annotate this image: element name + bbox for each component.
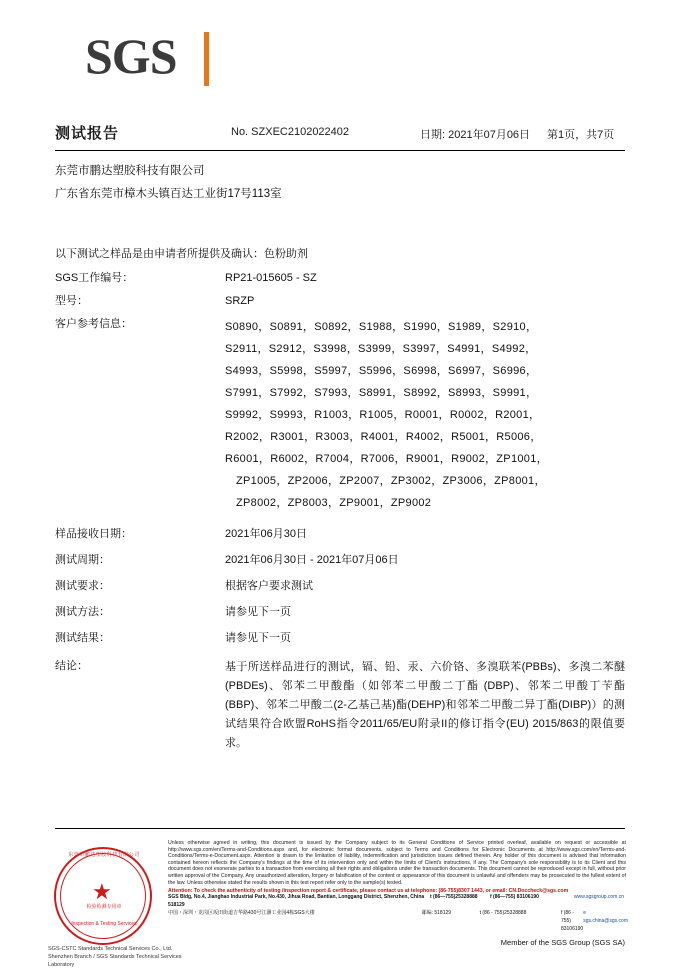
footer-address-en: SGS Bldg, No.4, Jianghao Industrial Park, No.430, Jihua Road, Bantian, Longgang District, Shenzhen, China 518129: [168, 894, 425, 908]
footer-email[interactable]: e sgs.china@sgs.com: [583, 910, 629, 924]
info-row-test-request: [55, 578, 625, 594]
sgs-logo-accent-bar: [204, 32, 209, 86]
star-icon: ★: [92, 879, 112, 904]
info-row-job-no: [55, 270, 625, 286]
client-name: 东莞市鹏达塑胶科技有限公司: [55, 165, 205, 177]
footer-address-row-en: [168, 893, 628, 909]
page-indicator: 第1页，共7页: [547, 129, 615, 141]
footer-fax-en: f (86—755) 83106190: [490, 894, 539, 900]
company-seal-stamp: [48, 845, 182, 968]
info-row-test-result: [55, 630, 625, 646]
footer-zip-cn: 邮编: 518129: [421, 910, 452, 916]
sample-intro-line: 以下测试之样品是由申请者所提供及确认：色粉助剂: [55, 248, 308, 260]
report-header: [55, 122, 625, 146]
client-ref-line: ZP8002，ZP8003，ZP9001，ZP9002: [236, 497, 432, 509]
report-info-table: [55, 270, 625, 760]
conclusion-label: 结论：: [55, 660, 88, 672]
footer-website[interactable]: www.sgsgroup.com.cn: [574, 894, 625, 900]
model-label: 型号：: [55, 295, 88, 307]
client-ref-line: S2911，S2912，S3998，S3999，S3997，S4991，S4992，: [225, 343, 537, 355]
sgs-logo: [85, 30, 205, 92]
client-ref-line: R6001，R6002，R7004，R7006，R9001，R9002，ZP1001，: [225, 453, 548, 465]
seal-mid-text: 检验检测专用章: [86, 904, 122, 910]
footer-tel-en: t (86—755)25328888: [430, 894, 478, 900]
seal-top-text: 东莞市鹏达塑胶科技有限公司: [68, 852, 140, 858]
seal-caption-line1: SGS-CSTC Standards Technical Services Co., Ltd.: [48, 946, 173, 952]
client-ref-line: R2002，R3001，R3003，R4001，R4002，R5001，R5006，: [225, 431, 542, 443]
footer-terms: [168, 840, 626, 895]
footer-address-block: [168, 893, 628, 933]
client-block: [55, 160, 625, 206]
footer-fax-cn: f (86 - 755) 83106190: [560, 910, 584, 932]
report-number: No. SZXEC2102022402: [231, 126, 350, 138]
client-ref-line: S0890，S0891，S0892，S1988，S1990，S1989，S2910，: [225, 321, 538, 333]
conclusion-value: 基于所送样品进行的测试，镉、铅、汞、六价铬、多溴联苯(PBBs)、多溴二苯醚(PBDEs)、邻苯二甲酸酯（如邻苯二甲酸二丁酯 (DBP)、邻苯二甲酸丁苄酯(BBP)、邻苯二甲酸二(2-乙基己基)酯(DEHP)和邻苯二甲酸二异丁酯(DIBP)）的测试结果符合欧盟RoHS指令2011/65/EU附录II的修订指令(EU) 2015/863的限值要求。: [225, 661, 625, 749]
header-divider: [55, 150, 625, 151]
info-row-receive-date: [55, 526, 625, 542]
client-ref-label: 客户参考信息：: [55, 318, 132, 330]
footer-address-row-cn: [168, 909, 628, 933]
sgs-logo-text: SGS: [85, 28, 177, 84]
client-ref-value: [225, 316, 625, 514]
info-row-test-period: [55, 552, 625, 568]
test-method-value: 请参见下一页: [225, 606, 291, 618]
test-result-label: 测试结果：: [55, 632, 110, 644]
receive-date-value: 2021年06月30日: [225, 528, 307, 540]
footer-divider: [55, 828, 625, 829]
test-period-label: 测试周期：: [55, 554, 110, 566]
test-method-label: 测试方法：: [55, 606, 110, 618]
seal-caption: [48, 945, 198, 969]
test-result-value: 请参见下一页: [225, 632, 291, 644]
page-title: 测试报告: [55, 125, 120, 142]
client-ref-line: S4993，S5998，S5997，S5996，S6998，S6997，S6996，: [225, 365, 538, 377]
client-ref-line: S7991，S7992，S7993，S8991，S8992，S8993，S9991，: [225, 387, 538, 399]
info-row-conclusion: [55, 658, 625, 753]
test-request-value: 根据客户要求测试: [225, 580, 313, 592]
footer-address-cn: 中国・深圳・龙岗区坂田街道吉华路430号江灏工业园4栋SGS大楼: [168, 910, 315, 916]
footer-attention: Attention: To check the authenticity of testing /inspection report & certificate, please contact us at telephone: (86-755)8307 1443, or email: CN.Doccheck@sgs.com: [168, 888, 569, 895]
footer-member-line: Member of the SGS Group (SGS SA): [500, 938, 625, 947]
info-row-test-method: [55, 604, 625, 620]
seal-caption-line2: Shenzhen Branch / SGS Standards Technical Services Laboratory: [48, 954, 182, 968]
client-ref-line: ZP1005，ZP2006，ZP2007，ZP3002，ZP3006，ZP8001，: [236, 475, 546, 487]
info-row-client-ref: [55, 316, 625, 514]
test-period-value: 2021年06月30日 - 2021年07月06日: [225, 554, 399, 566]
footer-terms-text: Unless otherwise agreed in writing, this document is issued by the Company subject to its General Conditions of Service printed overleaf, available on request or accessible at http://www.sgs.com/en/Terms-and-Conditions.aspx and, for electronic format documents, subject to Terms and Conditions for Electronic Documents at http://www.sgs.com/en/Terms-and-Conditions/Terms-e-Document.aspx. Attention is drawn to the limitation of liability, indemnification and jurisdiction issues defined therein. Any holder of this document is advised that information contained hereon reflects the Company's findings at the time of its intervention only and within the limits of Client's instructions, if any. The Company's sole responsibility is to its Client and this document does not exonerate parties to a transaction from exercising all their rights and obligations under the transaction documents. This document cannot be reproduced except in full, without prior written approval of the Company. Any unauthorized alteration, forgery or falsification of the content or appearance of this document is unlawful and offenders may be prosecuted to the fullest extent of the law. Unless otherwise stated the results shown in this test report refer only to the sample(s) tested.: [168, 840, 626, 886]
model-value: SRZP: [225, 295, 255, 307]
test-request-label: 测试要求：: [55, 580, 110, 592]
footer-tel-cn: t (86 - 755)25328888: [479, 910, 527, 916]
receive-date-label: 样品接收日期：: [55, 528, 132, 540]
job-no-value: RP21-015605 - SZ: [225, 272, 317, 284]
report-date: 日期: 2021年07月06日: [420, 129, 531, 141]
info-row-model: [55, 293, 625, 309]
client-address: 广东省东莞市樟木头镇百达工业街17号113室: [55, 188, 282, 200]
seal-bottom-text: Inspection & Testing Services: [71, 921, 137, 927]
job-no-label: SGS工作编号：: [55, 272, 134, 284]
client-ref-line: S9992，S9993，R1003，R1005，R0001，R0002，R2001，: [225, 409, 541, 421]
